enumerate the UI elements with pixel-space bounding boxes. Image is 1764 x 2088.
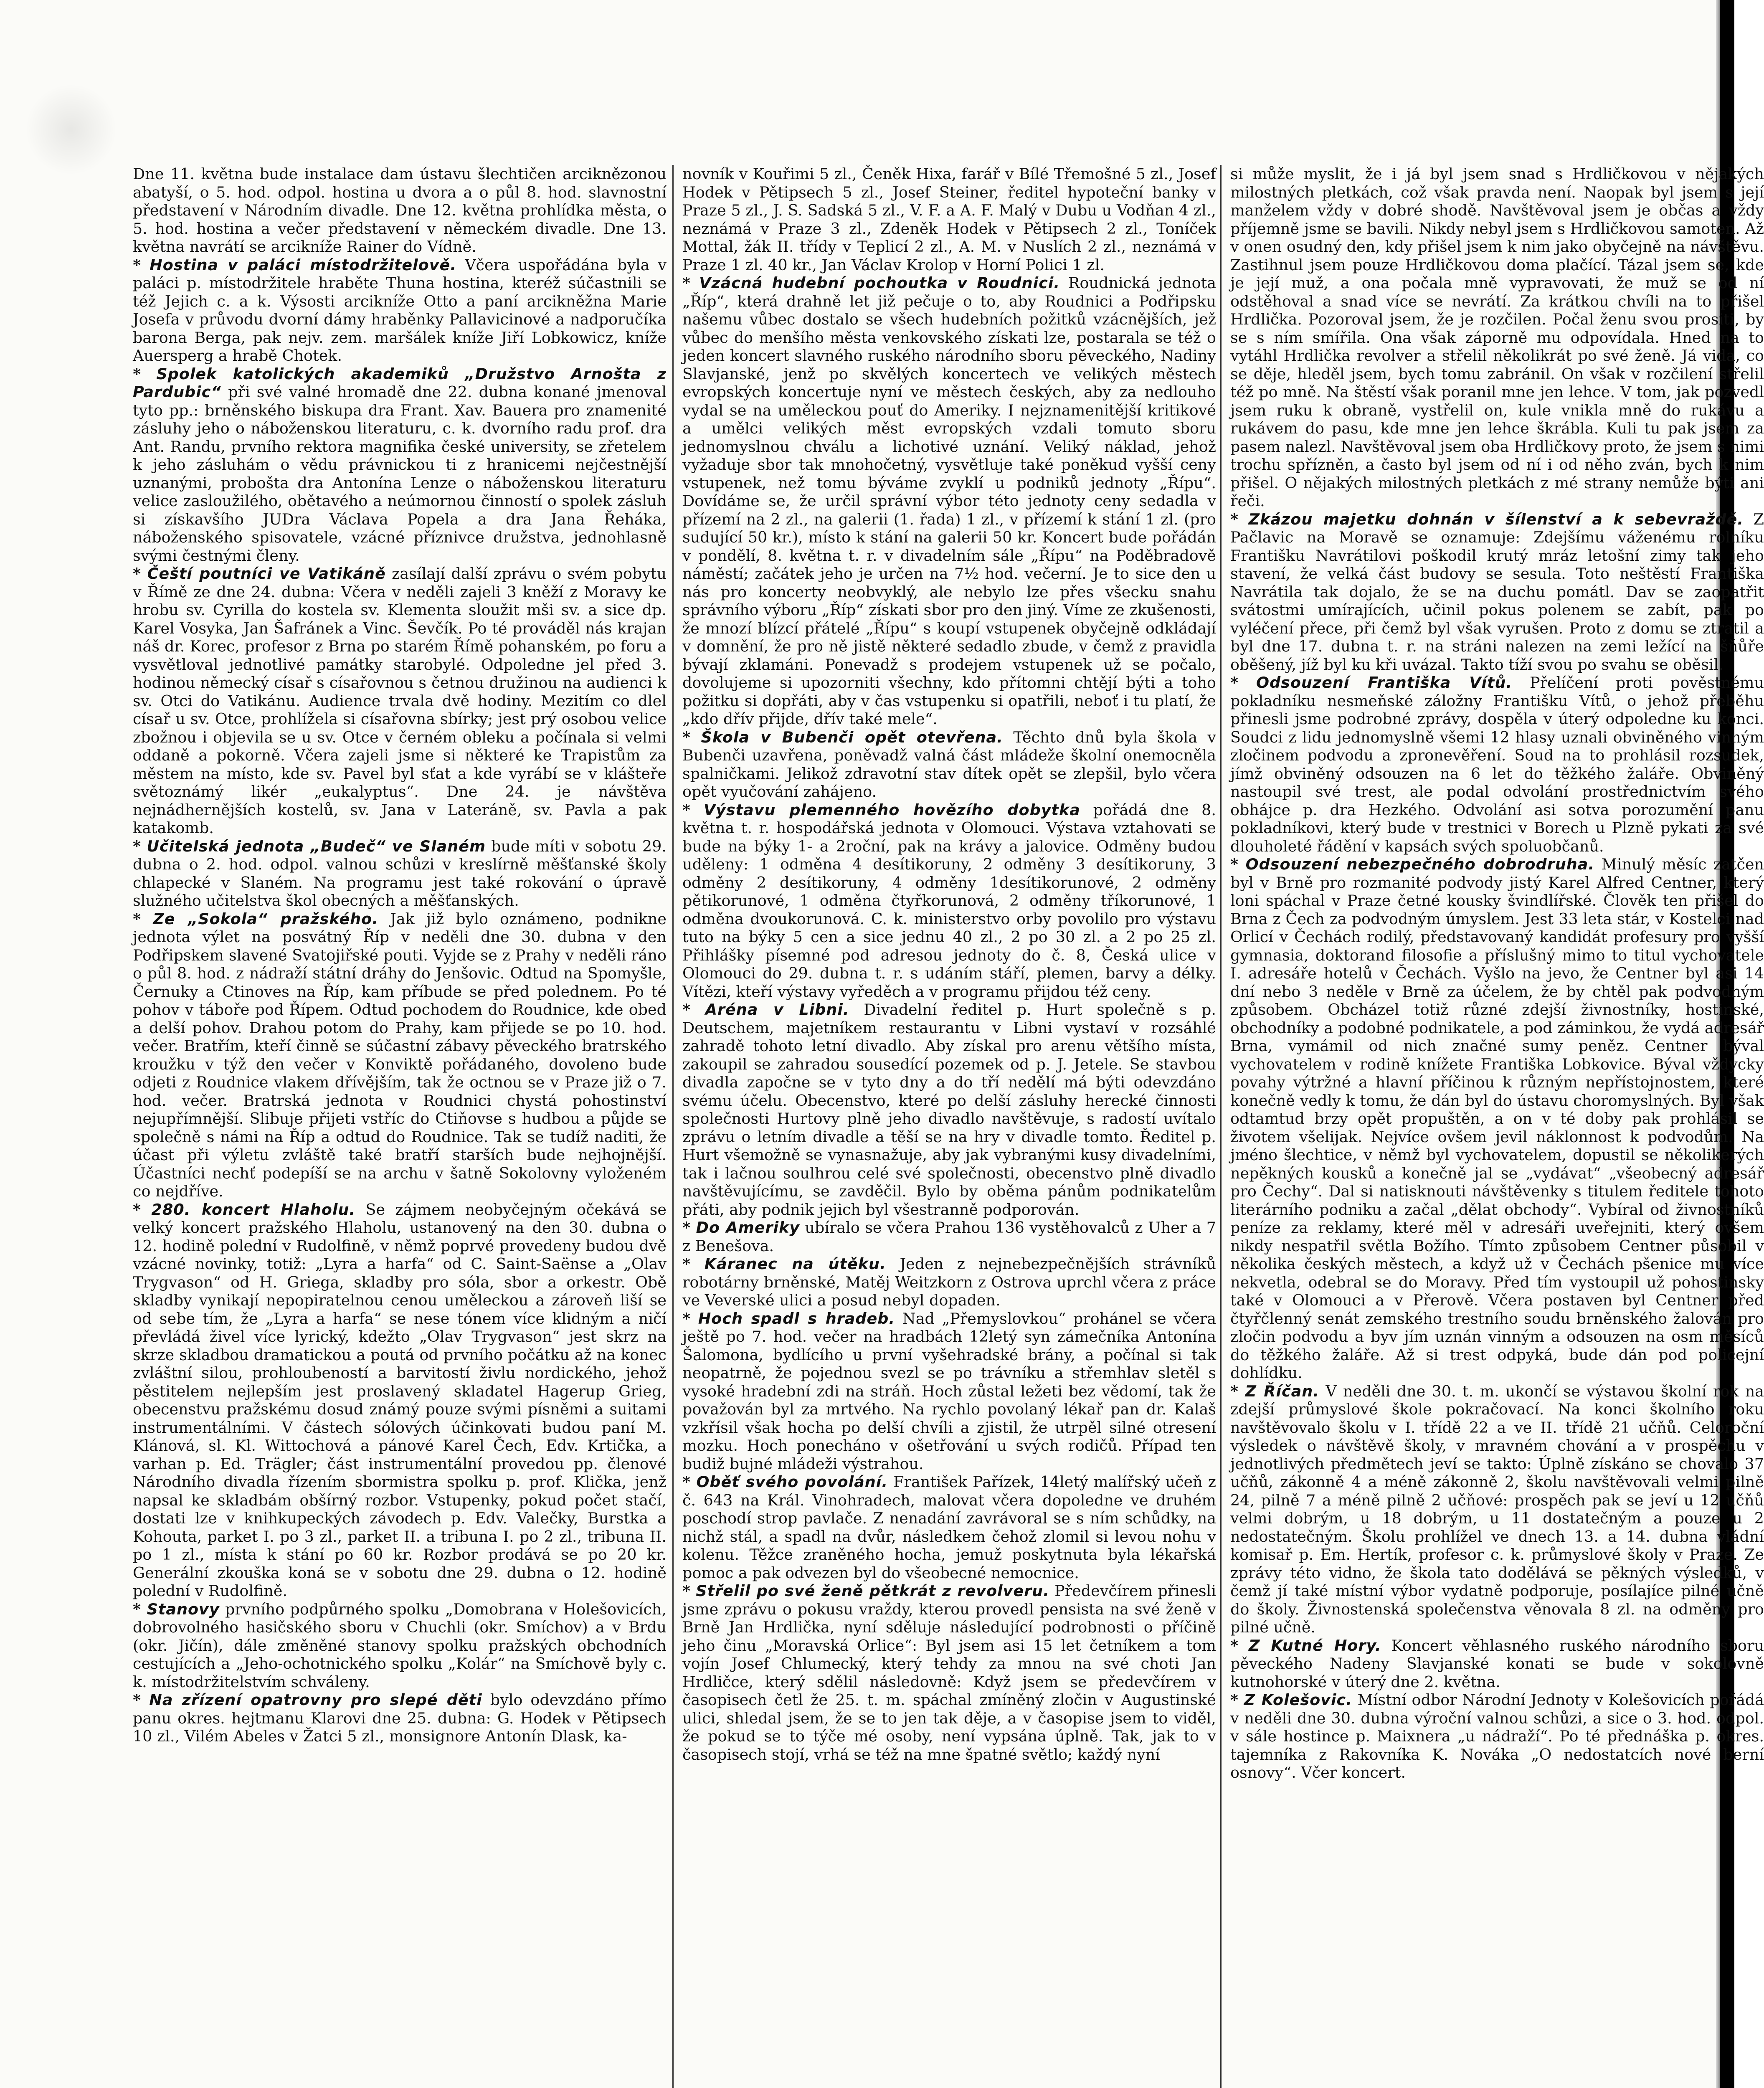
column-rule [1220,165,1222,2088]
news-body: Jeden z nejnebezpečnějších strávníků robotárny brněnské, Matěj Weitzkorn z Ostrova uprchl včera z práce ve Veverské ulici a posud nebyl dopaden. [682,1255,1217,1309]
asterisk-icon: * [682,1255,705,1273]
news-item [133,365,667,565]
news-headline: Škola v Bubenči opět otevřena. [701,728,1004,746]
news-item [1230,510,1764,674]
news-body: Těchto dnů byla škola v Bubenči uzavřena, poněvadž valná část mládeže školní onemocněla spalničkami. Jelikož zdravotní stav dítek opět se zlepšil, bylo včera opět vyučování zahájeno. [682,728,1216,801]
news-item [682,1001,1216,1219]
news-headline: Čeští poutníci ve Vatikáně [147,565,386,583]
news-headline: Na zřízení opatrovny pro slepé děti [149,1691,482,1709]
asterisk-icon: * [682,274,700,292]
news-headline: Z Kutné Hory. [1249,1636,1381,1655]
news-body: Jak již bylo oznámeno, podnikne jednota výlet na posvátný Říp v neděli dne 30. dubna v den Podřipskem slavené Svatojiřské pouti. Vyjde se z Prahy v neděli ráno o půl 8. hod. z nádraží státní dráhy do Jenšovic. Odtud na Spomyšle, Černuky a Ctinoves na Říp, kam příbude se před polednem. Po té pohov v táboře pod Řípem. Odtud pochodem do Roudnice, kde obed a delší pohov. Drahou potom do Prahy, kam přijede se po 10. hod. večer. Bratřím, kteří činně se súčastní zábavy pěveckého bratrského kroužku v týž den večer v Konviktě pořádaného, dovoleno bude odjeti z Roudnice vlakem dřívějším, tak že octnou se v Praze již o 7. hod. večer. Bratrská jednota v Roudnici chystá pohostinství nejupřímnější. Slibuje přijeti vstříc do Ctiňovse s hudbou a půjde se společně s námi na Říp a odtud do Roudnice. Tak se tudíž naditi, že účast při výletu zvláště také bratří starších bude nejhojnější. Účastníci nechť podepíší se na archu v šatně Sokolovny vyloženém co nejdříve. [133,910,667,1200]
news-headline: Do Ameriky [696,1219,800,1237]
news-item [1230,1691,1764,1782]
news-body: pořádá dne 8. května t. r. hospodářská jednota v Olomouci. Výstava vztahovati se bude na býky 1- a 2roční, pak na krávy a jalovice. Odměny budou uděleny: 1 odměna 4 desítikoruny, 2 odměny 3 desítikoruny, 3 odměny 2 desítikoruny, 4 odměny 1desítikorunové, 2 odměny pětikorunové, 1 odměna čtyřkorunová, 2 odměny tříkorunové, 1 odměna dvoukorunová. C. k. ministerstvo orby povolilo pro výstavu tuto na býky 5 cen a sice jednu 40 zl., 2 po 30 zl. a 2 po 25 zl. Přihlášky písemné pod adresou jednoty do č. 8, Česká ulice v Olomouci do 29. dubna t. r. s udáním stáří, plemen, barvy a délky. Vítězi, kteří výstavy vyředěch a v programu přijdou též ceny. [682,801,1216,1001]
news-headline: Z Kolešovic. [1244,1691,1352,1709]
news-body: Dne 11. května bude instalace dam ústavu šlechtičen arciknězonou abatyší, o 5. hod. odpol. hostina u dvora a o půl 8. hod. slavnostní představení v Národním divadle. Dne 12. května prohlídka města, o 5. hod. hostina a večer představení v německém divadle. Dne 13. května navrátí se arcikníže Rainer do Vídně. [133,165,667,256]
asterisk-icon: * [133,565,147,583]
news-headline: Z Říčan. [1245,1382,1320,1400]
news-body: prvního podpůrného spolku „Domobrana v Holešovicích, dobrovolného hasičského sboru v Chuchli (okr. Smíchov) a v Brdu (okr. Jičín), dále změněné stanovy spolku pražských obchodních cestujících a „Jeho-ochotnického spolku „Kolár“ na Smíchově byly c. k. místodržitelstvím schváleny. [133,1600,667,1691]
news-body: si může myslit, že i já byl jsem snad s Hrdličkovou v nějakých milostných pletkách, což však pravda není. Naopak byl jsem s její manželem vždy v dobré shodě. Navštěvoval jsem je občas a vždy příjemně jsme se bavili. Nikdy nebyl jsem s Hrdličkovou samoten. Až v onen osudný den, kdy přišel jsem k nim jako obyčejně na návštěvu. Zastihnul jsem pouze Hrdličkovou doma plačící. Tázal jsem se, kde je její muž, a ona počala mně vypravovati, že muž se od ní odstěhoval a snad více se nevrátí. Za krátkou chvíli na to přišel Hrdlička. Pozoroval jsem, že je rozčilen. Počal ženu svou prositi, by se s ním smířila. Ona však záporně mu odpovídala. Hned na to vytáhl Hrdlička revolver a střelil několikrát po své ženě. Já vida, co se děje, hleděl jsem, bych tomu zabránil. On však v rozčilení střelil též po mně. Na štěstí však poranil mne jen lehce. V tom, jak pozvedl jsem ruku k obraně, vystřelil on, kule vnikla mně do rukávu a rukávem do pasu, kde mne jen lehce škrábla. Kuli tu pak jsem za pasem nalezl. Navštěvoval jsem oba Hrdličkovy proto, že jsem s nimi trochu spřízněn, a často byl jsem od ní i od něho zván, bych k nim přišel. O nějakých milostných pletkách z mé strany nemůže býti ani řeči. [1230,165,1764,510]
asterisk-icon: * [682,801,704,819]
news-headline: Výstavu plemenného hovězího dobytka [703,801,1080,819]
news-headline: Střelil po své ženě pětkrát z revolveru. [696,1582,1049,1600]
news-item [133,256,667,365]
news-item [682,1219,1216,1255]
column-3 [1230,165,1764,2088]
news-item [1230,165,1764,510]
asterisk-icon: * [1230,674,1256,692]
news-body: Minulý měsíc zatčen byl v Brně pro rozmanité podvody jistý Karel Alfred Centner, který loni spáchal v Praze četné kousky švindlířské. Člověk ten přišel do Brna z Čech za podvodným úmyslem. Jest 33 leta stár, v Kostelci nad Orlicí v Čechách rodilý, představovaný kandidát profesury pro vyšší gymnasia, doktorand filosofie a příslušný mimo to titul vychovatele I. adresáře hotelů v Čechách. Vyšlo na jevo, že Centner byl asi 14 dní nebo 3 neděle v Brně za účelem, že by chtěl pak podvodným způsobem. Obcházel totiž různé zdejší živnostníky, hostinské, obchodníky a podobné podnikatele, a pod záminkou, že vydá adresář Brna, vymámil od nich značné sumy peněz. Centner býval vychovatelem v rodině knížete Františka Lobkovice. Býval vždycky povahy výtržné a hlavní příčinou k různým nepřístojnostem, které konečně vedly k tomu, že dán byl do ústavu choromyslných. Byl však odtamtud brzy opět propuštěn, a on v té doby pak prohlásil se životem všelijak. Nejvíce ovšem jevil náklonnost k podvodům. Na jméno šlechtice, v němž byl vychovatelem, dopustil se několikerých nepěkných kousků a konečně jal se „vydávat“ „všeobecný adresář pro Čechy“. Dal si natisknouti návštěvenky s titulem ředitele tohoto literárního podniku a začal „dělat obchody“. Vybíral od živnostníků peníze za reklamy, které měl v adresáři uveřejniti, který ovšem nikdy nespatřil světla Božího. Tímto způsobem Centner působil v několika českých městech, a když už v Čechách pšenice mu více nekvetla, odebral se do Moravy. Před tím vystoupil už pohostinsky také v Olomouci a v Přerově. Včera postaven byl Centner před čtyřčlenný senát zemského trestního soudu brněnského žalován pro zločin podvodu a byv jím uznán vinným a odsouzen na osm měsíců do těžkého žaláře. Až si trest odpyká, bude dán pod policejní dohlídku. [1230,855,1764,1382]
news-body: zasílají další zprávu o svém pobytu v Římě ze dne 24. dubna: Včera v neděli zajeli 3 kněží z Moravy ke hrobu sv. Cyrilla do kostela sv. Klementa sloužit mši sv. a sice dp. Karel Vosyka, Jan Šafránek a Vinc. Ševčík. Po té prováděl nás krajan náš dr. Korec, profesor z Brna po starém Římě pohanském, po foru a vysvětloval jednotlivé památky starobylé. Odpoledne jel před 3. hodinou německý císař s císařovnou s četnou družinou na audienci k sv. Otci do Vatikánu. Audience trvala dvě hodiny. Mezitím co dlel císař u sv. Otce, prohlížela si císařovna sbírky; jest prý osobou velice zbožnou i objevila se u sv. Otce v černém obleku a počínala si velmi oddaně a pokorně. Včera zajeli jsme si některé ke Trapistům za městem na místo, kde sv. Pavel byl sťat a kde vyrábí se v klášteře světoznámý likér „eukalyptus“. Dne 24. je návštěva nejnádhernějších kostelů, sv. Jana v Lateráně, sv. Pavla a pak katakomb. [133,565,667,837]
news-headline: Učitelská jednota „Budeč“ ve Slaném [147,837,486,855]
asterisk-icon: * [1230,1636,1249,1655]
news-body: Nad „Přemyslovkou“ prohánel se včera ještě po 7. hod. večer na hradbách 12letý syn zámečníka Antonína Šalomona, bydlícího u první vyšehradské brány, a počínal si tak neopatrně, že pojednou svezl se po trávníku a střemhlav sletěl s vysoké hradební zdi na stráň. Hoch zůstal ležeti bez vědomí, tak že považován byl za mrtvého. Na rychlo povolaný lékař pan dr. Kalaš vzkřísil však hocha po delší chvíli a zjistil, že utrpěl silné otresení mozku. Hoch ponecháno v ošetřování u svých rodičů. Případ ten budiž bujné mládeži výstrahou. [682,1309,1216,1473]
news-item [682,165,1216,274]
column-2 [682,165,1216,2088]
column-rule [672,165,674,2088]
news-headline: Spolek katolických akademiků „Družstvo Arnošta z Pardubic“ [133,365,667,401]
news-body: bylo odevzdáno přímo panu okres. hejtmanu Klarovi dne 25. dubna: G. Hodek v Pětipsech 10 zl., Vilém Abeles v Žatci 5 zl., monsignore Antonín Dlask, ka- [133,1691,667,1745]
news-body: Z Pačlavic na Moravě se oznamuje: Zdejšímu váženému rolníku Františku Navrátilovi poškodil krutý mráz letošní zimy tak jeho stavení, že velká část budovy se sesula. Toto neštěstí Františka Navrátila tak dojalo, že se na duchu pomátl. Dav se zaopatřit svátostmi umírajících, učinil pokus polenem se zabít, pak po vyléčení přece, při čemž byl však vyrušen. Proto z domu se ztratil a byl dne 17. dubna t. r. na stráni nalezen na zemi ležící na šňůře oběšený, jíž byl ku kři uvázal. Takto tíží svou po svahu se oběsil. [1230,510,1764,674]
news-body: Divadelní ředitel p. Hurt společně s p. Deutschem, majetníkem restaurantu v Libni vystaví v rozsáhlé zahradě tohoto letní divadlo. Aby získal pro arenu většího místa, zakoupil se zahradou sousedící pozemek od p. J. Jetele. Se stavbou divadla započne se v tyto dny a do tří nedělí má býti odevzdáno svému účelu. Obecenstvo, které po delší zásluhy herecké činnosti společnosti Hurtovy plně jeho divadlo navštěvuje, s radostí uvítalo zprávu o letním divadle a těší se na hry v divadle tomto. Ředitel p. Hurt všemožně se vynasnažuje, aby jak vybranými kusy divadelními, tak i lačnou soulhrou celé své společnosti, obecenstvo plně divadlo navštěvujícímu, se zavděčil. Bylo by oběma pánům podnikatelům přáti, aby podnik jejich byl všestranně podporován. [682,1001,1216,1219]
news-body: Místní odbor Národní Jednoty v Kolešovicích pořádá v neděli dne 30. dubna výroční valnou schůzi, a sice o 3. hod. odpol. v sále hostince p. Maixnera „u nádraží“. Po té přednáška p. okres. tajemníka z Rakovníka K. Nováka „O nedostatcích nové berní osnovy“. Včer koncert. [1230,1691,1764,1781]
news-body: ubíralo se včera Prahou 136 vystěhovalců z Uher a 7 z Benešova. [682,1219,1216,1255]
news-headline: Aréna v Libni. [705,1001,849,1019]
asterisk-icon: * [682,1582,696,1600]
news-item [1230,1382,1764,1637]
news-headline: Stanovy [147,1600,220,1618]
news-item [133,165,667,256]
asterisk-icon: * [133,837,147,855]
news-headline: Zkázou majetku dohnán v šílenství a k sebevraždě. [1248,510,1744,528]
news-item [682,728,1216,801]
paper-stain [25,84,117,175]
news-body: Včera uspořádána byla v paláci p. místodržitele hraběte Thuna hostina, kteréž súčastnili se též Jejich c. a k. Výsosti arcikníže Otto a paní arcikněžna Marie Josefa v průvodu dvorní dámy hraběnky Pallavicinové a nadporučíka barona Berga, pak nejv. zem. maršálek kníže Jiří Lobkowicz, kníže Auersperg a hrabě Chotek. [133,256,667,365]
asterisk-icon: * [1230,1691,1244,1709]
news-body: Předevčírem přinesli jsme zprávu o pokusu vraždy, kterou provedl pensista na své ženě v Brně Jan Hrdlička, nyní sděluje následující podrobnosti o příčině jeho činu „Moravská Orlice“: Byl jsem asi 15 let četníkem a tom vojín Josef Chlumecký, který tehdy za mnou na své choti Jan Hrdličce, který sdělil následovně: Když jsem se předevčírem v časopisech četl že 25. t. m. spáchal zmíněný zločin v Augustinské ulici, shledal jsem, že se to jen tak děje, a v časopise jsem to viděl, že pokud se to týče mé osoby, není vypsána úplně. Tak, jak to v časopisech stojí, vrhá se též na mne špatné světlo; každý nyní [682,1582,1216,1764]
news-item [1230,674,1764,855]
news-body: Se zájmem neobyčejným očekává se velký koncert pražského Hlaholu, ustanovený na den 30. dubna o 12. hodině polední v Rudolfině, v němž poprvé provedeny budou dvě vzácné novinky, totiž: „Lyra a harfa“ od C. Saint-Saënse a „Olav Trygvason“ od H. Griega, skladby pro sóla, sbor a orkestr. Obě skladby vynikají nepopiratelnou cenou uměleckou a zároveň liší se od sebe tím, že „Lyra a harfa“ se nese tónem více klidným a ničí převládá živel více lyrický, kdežto „Olav Trygvason“ jest skrz na skrze skladbou dramatickou a poutá od prvního počátku až na konec zvláštní silou, prohloubeností a barvitostí živlu nordického, jehož pěstitelem nejlepším jest proslavený skladatel Hagerup Grieg, obecenstvu pražskému dosud známý pouze svými písněmi a suitami instrumentálními. V částech sólových účinkovati budou paní M. Klánová, sl. Kl. Wittochová a pánové Karel Čech, Edv. Krtička, a varhan p. Ed. Trägler; část instrumentální provedou pp. členové Národního divadla řízením sbormistra spolku p. prof. Klička, jenž napsal ke skladbám obšírný rozbor. Vstupenky, pokud počet stačí, dostati lze v knihkupeckých závodech p. Edv. Valečky, Burstka a Kohouta, parket I. po 3 zl., parket II. a tribuna I. po 2 zl., tribuna II. po 1 zl., místa k stání po 60 kr. Rozbor prodává se po 20 kr. Generální zkouška koná se v sobotu dne 29. dubna o 12. hodině polední v Rudolfině. [133,1200,667,1600]
asterisk-icon: * [133,1200,152,1219]
news-item [133,1691,667,1746]
asterisk-icon: * [682,728,701,746]
news-body: František Pařízek, 14letý malířský učeň z č. 643 na Král. Vinohradech, malovat včera dopoledne ve druhém poschodí strop pavlače. Z nenadání zavrávoral se s ním schůdky, na nichž stál, a spadl na dvůr, následkem čehož zlomil si levou nohu v kolenu. Těžce zraněného hocha, jemuž poskytnuta byla lékařská pomoc a pak odvezen byl do všeobecné nemocnice. [682,1473,1216,1582]
news-item [1230,1637,1764,1691]
asterisk-icon: * [682,1473,697,1491]
asterisk-icon: * [133,910,153,928]
news-headline: Hoch spadl s hradeb. [698,1309,895,1328]
news-body: novník v Kouřimi 5 zl., Čeněk Hixa, farář v Bílé Třemošné 5 zl., Josef Hodek v Pětipsech 5 zl., Josef Steiner, ředitel hypoteční banky v Praze 5 zl., J. S. Sadská 5 zl., V. F. a A. F. Malý v Dubu u Vodňan 4 zl., neznámá v Praze 3 zl., Zdeněk Hodek v Pětipsech 2 zl., Toníček Mottal, žák II. třídy v Teplicí 2 zl., A. M. v Nuslích 2 zl., neznámá v Praze 1 zl. 40 kr., Jan Václav Krolop v Horní Polici 1 zl. [682,165,1216,274]
news-headline: Vzácná hudební pochoutka v Roudnici. [699,274,1060,292]
news-item [682,274,1216,728]
asterisk-icon: * [133,256,150,274]
asterisk-icon: * [133,1600,147,1618]
news-body: Roudnická jednota „Říp“, která drahně let již pečuje o to, aby Roudnici a Podřipsku našemu vůbec dostalo se všech hudebních požitků vzácnějších, jež vůbec do menšího města venkovského získati lze, postarala se též o jeden koncert slavného ruského národního sboru pěveckého, Nadiny Slavjanské, jenž po skvělých koncertech ve velikých městech evropských koncertuje nyní ve městech českých, aby za nedlouho vydal se na uměleckou pouť do Ameriky. I nejznamenitější kritikové a umělci velikých měst evropských vzdali tomuto sboru jednomyslnou chválu a lichotivé uznání. Veliký náklad, jehož vyžaduje sbor tak mnohočetný, vysvětluje také poněkud vyšší ceny vstupenek, než tomu býváme zvyklí u podniků jednoty „Řípu“. Dovídáme se, že určil správní výbor této jednoty ceny sedadla v přízemí na 2 zl., na galerii (1. řada) 1 zl., v přízemí k stání 1 zl. (pro sudující 50 kr.), místo k stání na galerii 50 kr. Koncert bude pořádán v pondělí, 8. května t. r. v divadelním sále „Řípu“ na Poděbradově náměstí; začátek jeho je určen na 7½ hod. večerní. Je to sice den u nás pro koncerty neobvyklý, ale nebylo lze přes všecku snahu správního výboru „Říp“ získati sbor pro den jiný. Víme ze zkušenosti, že mnozí blízcí přátelé „Řípu“ s koupí vstupenek obyčejně odkládají v domnění, že pro ně jistě některé sedadlo zbude, v čemž z pravidla bývají zklamáni. Ponevadž s prodejem vstupenek už se počalo, dovolujeme si upozorniti všechny, kdo přítomni chtějí býti a toho požitku si dopřáti, aby v čas vstupenku si opatřili, neboť i tu platí, že „kdo dřív přijde, dřív také mele“. [682,274,1216,728]
news-headline: Hostina v paláci místodržitelově. [150,256,457,274]
news-body: Koncert věhlasného ruského národního sboru pěveckého Nadeny Slavjanské konati se bude v sokolovně kutnohorské v úterý dne 2. května. [1230,1636,1764,1691]
news-headline: Oběť svého povolání. [696,1473,888,1491]
column-1 [133,165,667,2088]
asterisk-icon: * [1230,855,1246,873]
news-headline: 280. koncert Hlaholu. [151,1200,356,1219]
news-body: bude míti v sobotu 29. dubna o 2. hod. odpol. valnou schůzi v kreslírně měšťanské školy chlapecké v Slaném. Na programu jest také rokování o úpravě služného učitelstva škol obecných a měšťanských. [133,837,667,910]
news-item [133,1201,667,1600]
news-item [1230,855,1764,1382]
news-item [682,1473,1216,1582]
asterisk-icon: * [1230,1382,1245,1400]
news-body: V neděli dne 30. t. m. ukončí se výstavou školní rok na zdejší průmyslové škole pokračovací. Na konci školního roku navštěvovalo školu v I. třídě 22 a ve II. třídě 21 učňů. Celoroční výsledek o návštěvě školy, v mravném chování a v prospěchu v jednotlivých předmětech jeví se takto: Úplně získáno se chovalo 37 učňů, zákonně 4 a méně zákonně 2, školu navštěvovali velmi pilně 24, pilně 7 a méně pilně 2 učňové: prospěch pak se jeví u 12 učňů velmi dobrým, u 18 dobrým, u 11 dostatečným a pouze u 2 nedostatečným. Školu prohlížel ve dnech 13. a 14. dubna vládní komisař p. Em. Hertík, profesor c. k. průmyslové školy v Praze. Ze zprávy této vidno, že škola tato dodělává se pěkných výsledků, v čemž jí také místní výbor vydatně podporuje, posílajíce pilné učně do školy. Živnostenská společenstva věnovala 8 zl. na odměny pro pilné učně. [1230,1382,1764,1636]
news-body: při své valné hromadě dne 22. dubna konané jmenoval tyto pp.: brněnského biskupa dra Frant. Xav. Bauera pro znamenité zásluhy jeho o náboženskou literaturu, c. k. dvorního radu prof. dra Ant. Randu, prvního rektora magnifika české university, se zřetelem k jeho zásluhám o vědu právnickou ti z hranicemi nejčestnější uznanými, probošta dra Antonína Lenze o náboženskou literaturu velice zasloužilého, obětavého a neúmornou činností o spolek zásluh si získavšího JUDra Václava Popela a dra Jana Řeháka, náboženského spisovatele, vzácné příznivce družstva, jednohlasně svými čestnými členy. [133,383,667,565]
news-item [133,837,667,910]
news-item [133,565,667,837]
news-item [133,910,667,1201]
news-headline: Odsouzení Františka Vítů. [1256,674,1513,692]
news-item [682,1255,1216,1310]
asterisk-icon: * [1230,510,1249,528]
news-item [682,1582,1216,1764]
news-headline: Odsouzení nebezpečného dobrodruha. [1245,855,1595,873]
asterisk-icon: * [682,1219,696,1237]
news-item [133,1600,667,1691]
asterisk-icon: * [682,1001,705,1019]
asterisk-icon: * [682,1309,698,1328]
news-item [682,1310,1216,1473]
news-item [682,801,1216,1001]
news-headline: Káranec na útěku. [704,1255,886,1273]
asterisk-icon: * [133,1691,150,1709]
asterisk-icon: * [133,365,157,383]
news-body: Přelíčení proti pověstnému pokladníku nesmeňské záložny Františku Vítů, o jehož přeběhu přinesli jsme podrobné zprávy, dospěla v úterý odpoledne ku konci. Soudci z lidu jednomyslně všemi 12 hlasy uznali obviněného vinným zločinem podvodu a zpronevěření. Soud na to prohlásil rozsudek, jímž obviněný odsouzen na 6 let do těžkého žaláře. Obviněný nastoupil své trest, ale podal odvolání prostřednictvím svého obhájce p. dra Hezkého. Odvolání asi sotva porozumění panu pokladníkovi, který bude v trestnici v Borech u Plzně pykati za své dlouholeté řádění v kapsách svých spoluobčanů. [1230,674,1764,855]
news-headline: Ze „Sokola“ pražského. [153,910,379,928]
